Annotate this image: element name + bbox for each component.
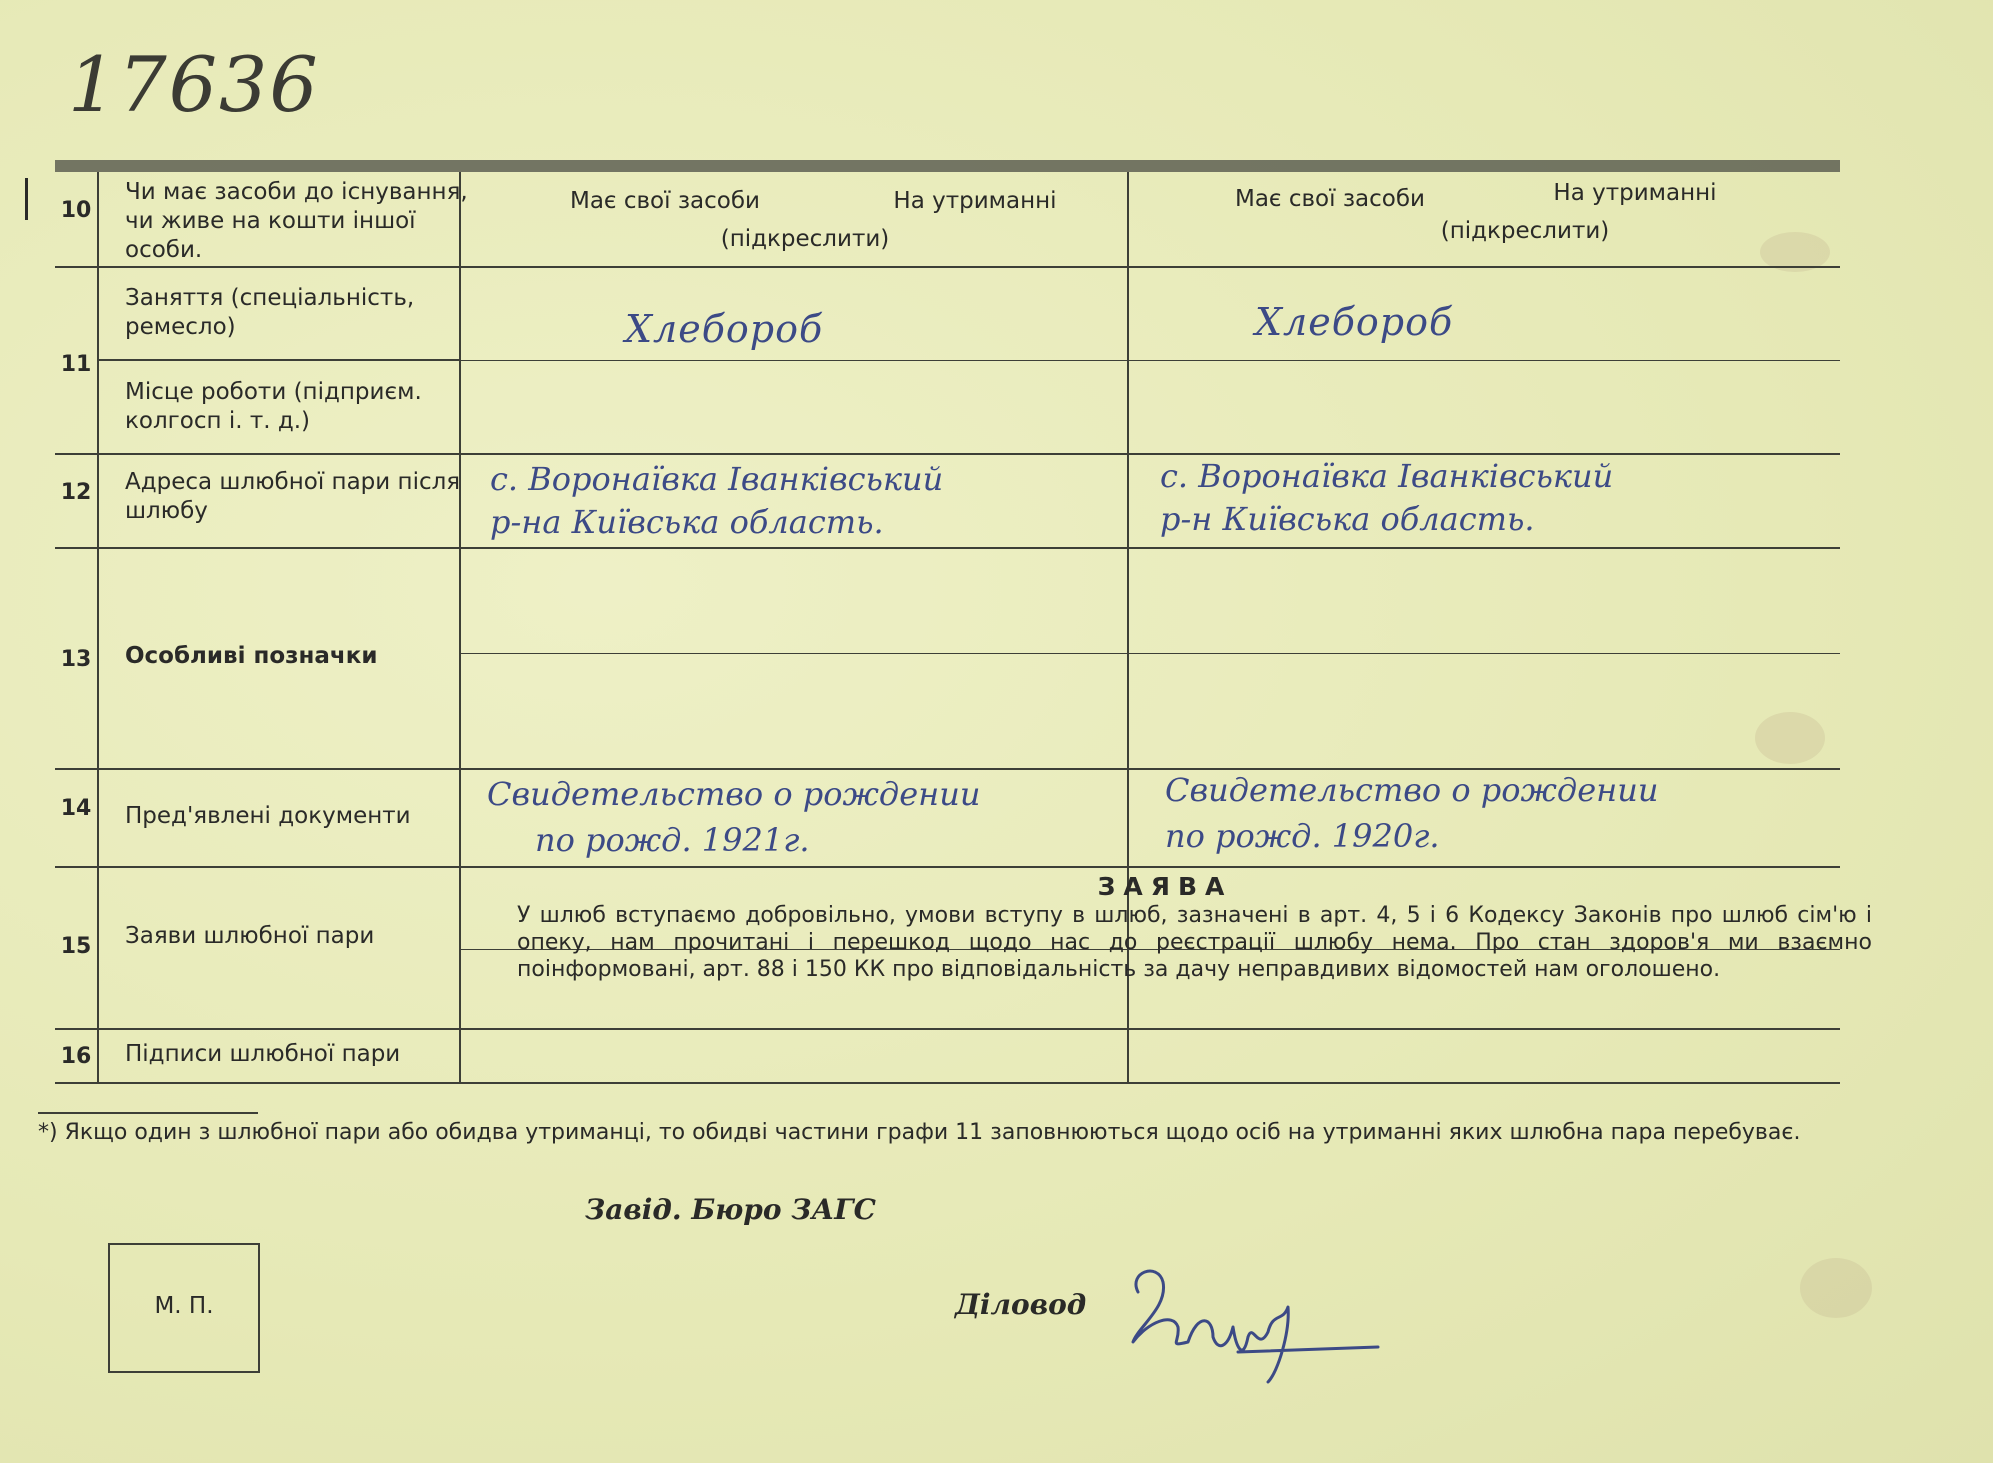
clerk-signature [1118,1252,1398,1392]
table-hline [55,1028,1840,1030]
row-label: Заяви шлюбної пари [125,923,375,949]
paper-stain [1800,1258,1872,1318]
option-own-means: Має свої засоби [569,188,761,214]
option-own-means: Має свої засоби [1234,186,1426,212]
stamp-label: М. П. [154,1293,214,1319]
address-line: р-н Київська область. [1160,500,1535,538]
row-label: Чи має засоби до існування, чи живе на кошти іншої особи. [125,179,468,263]
table-hline [55,266,1840,268]
row-number: 10 [60,198,92,223]
stamp-box [108,1243,260,1373]
footnote: *) Якщо один з шлюбної пари або обидва утриманці, то обидві частини графи 11 заповнюються щодо осіб на утриманні яких шлюбна пара перебуває. [38,1120,1801,1145]
option-note: (підкреслити) [1440,218,1610,244]
row-label: Особливі позначки [125,643,378,669]
option-dependent: На утриманні [1553,180,1717,206]
row-label: Місце роботи (підприєм. колгосп і. т. д.) [125,379,422,434]
address-line: с. Воронаївка Іванківський [490,460,944,498]
row-number: 16 [60,1044,92,1069]
occupation-value: Хлебороб [625,307,824,351]
option-dependent: На утриманні [893,188,1057,214]
occupation-value: Хлебороб [1255,300,1454,344]
table-top-rule [55,160,1840,172]
document-line: по рожд. 1921г. [535,821,810,859]
option-note: (підкреслити) [720,226,890,252]
document-line: Свидетельство о рождении [1165,771,1659,809]
zags-head-label: Завід. Бюро ЗАГС [585,1193,876,1226]
row-number: 12 [60,480,92,505]
row-label: Адреса шлюбної пари після шлюбу [125,469,461,524]
row-label: Підписи шлюбної пари [125,1041,401,1067]
table-hline [97,359,459,361]
archive-number: 17636 [68,40,320,129]
table-hline [459,653,1840,654]
address-line: с. Воронаївка Іванківський [1160,457,1614,495]
row-number: 15 [60,934,92,959]
clerk-label: Діловод [955,1288,1087,1321]
row-number: 11 [60,352,92,377]
margin-mark [25,178,28,220]
row-number: 13 [60,647,92,672]
registration-table [55,172,1872,1084]
table-hline [459,360,1840,361]
document-line: по рожд. 1920г. [1165,817,1440,855]
table-hline [55,866,1840,868]
address-line: р-на Київська область. [490,503,884,541]
statement-text: У шлюб вступаємо добровільно, умови вступу в шлюб, зазначені в арт. 4, 5 і 6 Кодексу Законів про шлюб сім'ю і опеку, нам прочитані і перешкод щодо нас до реєстрації шлюбу нема. Про стан здоров'я ми взаємно поінформовані, арт. 88 і 150 КК про відповідальність за дачу неправдивих відомостей нам оголошено. [517,903,1872,982]
table-vline [97,172,99,1084]
document-line: Свидетельство о рождении [487,775,981,813]
row-label: Заняття (спеціальність, ремесло) [125,285,415,340]
statement-title: ЗАЯВА [1097,872,1233,901]
row-label: Пред'явлені документи [125,803,411,829]
footnote-rule [38,1112,258,1114]
table-hline [55,1082,1840,1084]
table-hline [55,547,1840,549]
row-number: 14 [60,796,92,821]
